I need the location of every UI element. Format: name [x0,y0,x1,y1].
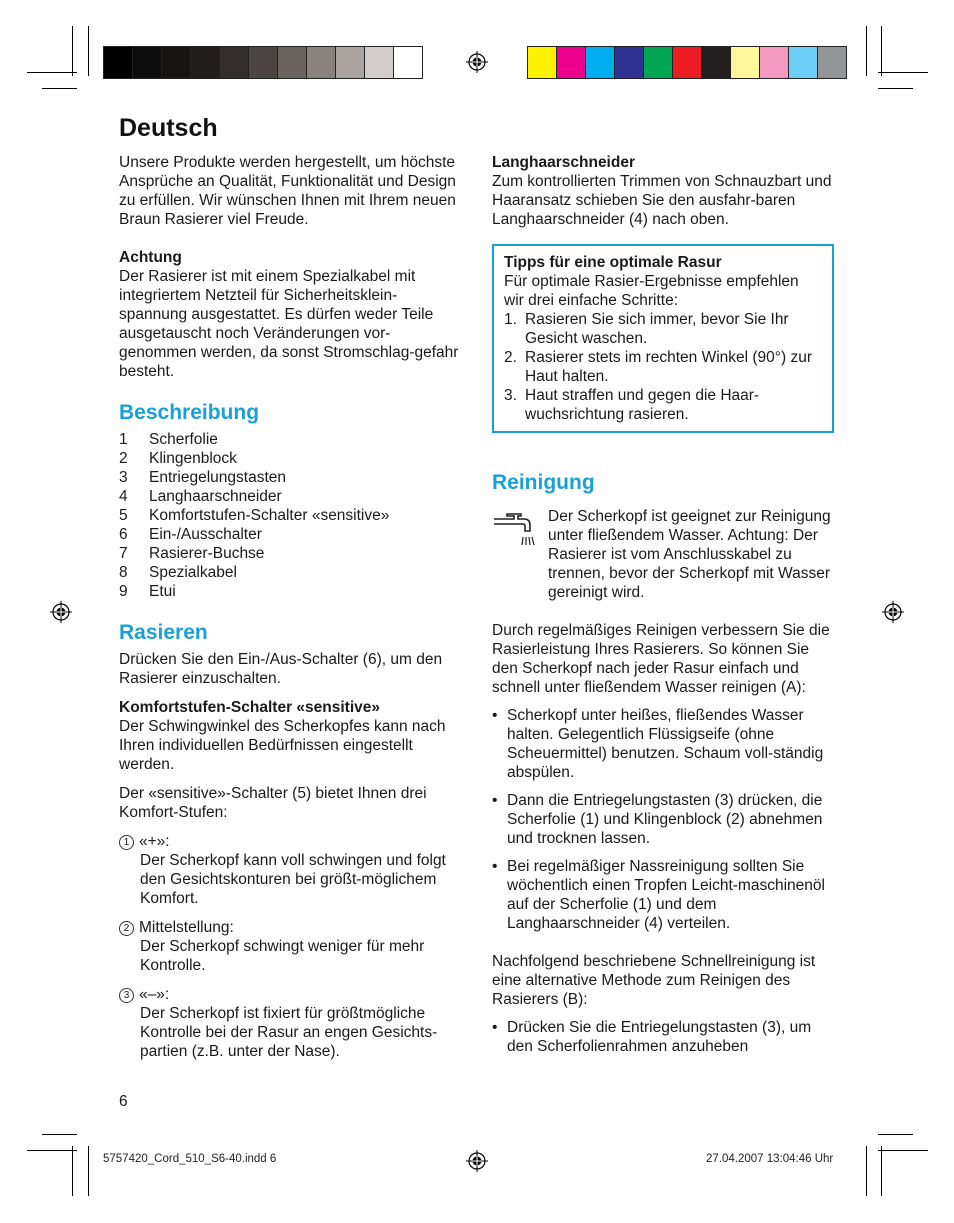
list-item [119,468,464,487]
color-swatch [673,47,702,78]
comfort-level-head [119,985,464,1004]
part-label: Klingenblock [149,450,237,467]
list-item [492,791,837,848]
color-swatch [586,47,615,78]
step-text: Rasieren Sie sich immer, bevor Sie Ihr Gesicht waschen. [525,311,789,347]
color-swatch [731,47,760,78]
registration-mark-icon [466,1150,488,1172]
crop-mark [866,26,867,76]
comfort-level-text: Der Scherkopf ist fixiert für größtmögliche Kontrolle bei der Rasur an engen Gesichts-partien (z.B. unter der Nase). [140,1005,438,1060]
reinigung-water-note: Der Scherkopf ist geeignet zur Reinigung unter fließendem Wasser. Achtung: Der Rasierer ist vom Anschlusskabel zu trennen, bevor der Scherkopf mit Wasser gereinigt wird. [548,508,831,601]
color-swatch [133,47,162,78]
comfort-level-label: Mittelstellung: [139,919,234,936]
footer-filename: 5757420_Cord_510_S6-40.indd 6 [103,1153,277,1165]
crop-mark [27,1150,77,1151]
circled-number: 1 [119,835,134,850]
cleaning-steps-b [492,1018,837,1056]
comfort-level-label: «+»: [139,833,170,850]
color-swatch [789,47,818,78]
comfort-levels-list [119,832,464,1061]
color-swatch [528,47,557,78]
sensitive-intro: Der «sensitive»-Schalter (5) bietet Ihnen drei Komfort-Stufen: [119,785,427,821]
bullet-text: Drücken Sie die Entriegelungstasten (3), um den Scherfolienrahmen anzuheben [507,1019,812,1055]
list-item [119,449,464,468]
step-number: 1. [504,311,517,328]
registration-mark-icon [882,601,904,623]
grayscale-color-bar [103,46,423,79]
bullet-text: Scherkopf unter heißes, fließendes Wasser halten. Gelegentlich Flüssigseife (ohne Scheuermittel) benutzen. Schaum voll-ständig abspülen. [507,707,824,781]
list-item [119,544,464,563]
tips-intro: Für optimale Rasier-Ergebnisse empfehlen wir drei einfache Schritte: [504,273,799,309]
comfort-level [119,985,464,1061]
bullet-text: Bei regelmäßiger Nassreinigung sollten Sie wöchentlich einen Tropfen Leicht-maschinenöl auf der Scherfolie (1) und dem Langhaarschneider (4) verteilen. [507,858,825,932]
step-number: 2. [504,349,517,366]
schnell-paragraph: Nachfolgend beschriebene Schnellreinigung ist eine alternative Methode zum Reinigen des Rasierers (B): [492,953,816,1008]
list-item [504,310,822,348]
color-swatch [278,47,307,78]
crop-mark [878,88,913,89]
step-text: Haut straffen und gegen die Haar-wuchsrichtung rasieren. [525,387,760,423]
bullet-dot: • [492,858,498,875]
crop-mark [878,1134,913,1135]
color-swatch [644,47,673,78]
color-swatch [615,47,644,78]
list-item [119,582,464,601]
achtung-heading: Achtung [119,249,182,266]
part-label: Ein-/Ausschalter [149,526,262,543]
color-swatch [307,47,336,78]
rasieren-heading: Rasieren [119,621,208,644]
part-number: 5 [119,507,128,524]
process-color-bar [527,46,847,79]
crop-mark [88,1146,89,1196]
circled-number: 2 [119,921,134,936]
color-swatch [220,47,249,78]
list-item [492,706,837,782]
crop-mark [72,26,73,76]
comfort-level-head [119,918,464,937]
color-swatch [365,47,394,78]
parts-list [119,430,464,601]
intro-paragraph: Unsere Produkte werden hergestellt, um höchste Ansprüche an Qualität, Funktionalität und Design zu erfüllen. Wir wünschen Ihnen mit Ihrem neuen Braun Rasierer viel Freude. [119,154,456,228]
part-label: Scherfolie [149,431,218,448]
color-swatch [336,47,365,78]
tips-heading: Tipps für eine optimale Rasur [504,254,722,271]
part-number: 8 [119,564,128,581]
reinigung-heading: Reinigung [492,471,595,494]
part-number: 9 [119,583,128,600]
bullet-text: Dann die Entriegelungstasten (3) drücken, die Scherfolie (1) und Klingenblock (2) abnehmen und trocknen lassen. [507,792,823,847]
part-label: Komfortstufen-Schalter «sensitive» [149,507,390,524]
circled-number: 3 [119,988,134,1003]
part-label: Etui [149,583,176,600]
tips-box [492,244,834,433]
crop-mark [878,72,928,73]
bullet-dot: • [492,1019,498,1036]
list-item [119,487,464,506]
langhaar-heading: Langhaarschneider [492,154,635,171]
color-swatch [104,47,133,78]
komfort-paragraph: Der Schwingwinkel des Scherkopfes kann nach Ihren individuellen Bedürfnissen eingestellt werden. [119,718,446,773]
part-label: Langhaarschneider [149,488,282,505]
part-label: Entriegelungstasten [149,469,287,486]
langhaar-paragraph: Zum kontrollierten Trimmen von Schnauzbart und Haaransatz schieben Sie den ausfahr-baren Langhaarschneider (4) nach oben. [492,173,832,228]
right-column-top [492,153,837,229]
color-swatch [760,47,789,78]
crop-mark [881,26,882,76]
part-number: 7 [119,545,128,562]
tap-water-icon [492,507,548,549]
color-swatch [162,47,191,78]
tips-steps-list [504,310,822,424]
crop-mark [866,1146,867,1196]
comfort-level-head [119,832,464,851]
color-swatch [557,47,586,78]
color-swatch [702,47,731,78]
list-item [119,525,464,544]
comfort-level-text: Der Scherkopf kann voll schwingen und folgt den Gesichtskonturen bei größt-möglichem Komfort. [140,852,446,907]
crop-mark [72,1146,73,1196]
part-number: 3 [119,469,128,486]
footer-timestamp: 27.04.2007 13:04:46 Uhr [706,1153,834,1165]
crop-mark [42,1134,77,1135]
crop-mark [42,88,77,89]
part-number: 4 [119,488,128,505]
part-number: 6 [119,526,128,543]
step-text: Rasierer stets im rechten Winkel (90°) zur Haut halten. [525,349,812,385]
page-number: 6 [119,1093,128,1110]
list-item [504,386,822,424]
part-number: 2 [119,450,128,467]
color-swatch [818,47,846,78]
color-swatch [249,47,278,78]
comfort-level [119,918,464,975]
list-item [119,506,464,525]
achtung-paragraph: Der Rasierer ist mit einem Spezialkabel mit integriertem Netzteil für Sicherheitsklein-spannung ausgestattet. Es dürfen weder Teile ausgetauscht noch Veränderungen vor-genommen werden, da sonst Stromschlag-gefahr besteht. [119,268,459,380]
comfort-level [119,832,464,908]
cleaning-steps-a [492,706,837,933]
color-swatch [394,47,422,78]
list-item [492,1018,837,1056]
reinigung-paragraph: Durch regelmäßiges Reinigen verbessern Sie die Rasierleistung Ihres Rasierers. So können Sie den Scherkopf nach jeder Rasur einfach und schnell unter fließendem Wasser reinigen (A): [492,622,830,696]
registration-mark-icon [466,51,488,73]
comfort-level-label: «–»: [139,986,170,1003]
step-number: 3. [504,387,517,404]
bullet-dot: • [492,792,498,809]
bullet-dot: • [492,707,498,724]
comfort-level-text: Der Scherkopf schwingt weniger für mehr Kontrolle. [140,938,425,974]
part-label: Rasierer-Buchse [149,545,265,562]
part-number: 1 [119,431,128,448]
crop-mark [27,72,77,73]
beschreibung-heading: Beschreibung [119,401,260,424]
crop-mark [881,1146,882,1196]
rasieren-paragraph: Drücken Sie den Ein-/Aus-Schalter (6), um den Rasierer einzuschalten. [119,651,443,687]
crop-mark [878,1150,928,1151]
left-column [119,153,464,1061]
list-item [504,348,822,386]
komfort-heading: Komfortstufen-Schalter «sensitive» [119,699,380,716]
list-item [119,563,464,582]
part-label: Spezialkabel [149,564,237,581]
crop-mark [88,26,89,76]
registration-mark-icon [50,601,72,623]
list-item [492,857,837,933]
page-title: Deutsch [119,114,218,142]
list-item [119,430,464,449]
right-column-bottom [492,473,837,1056]
color-swatch [191,47,220,78]
